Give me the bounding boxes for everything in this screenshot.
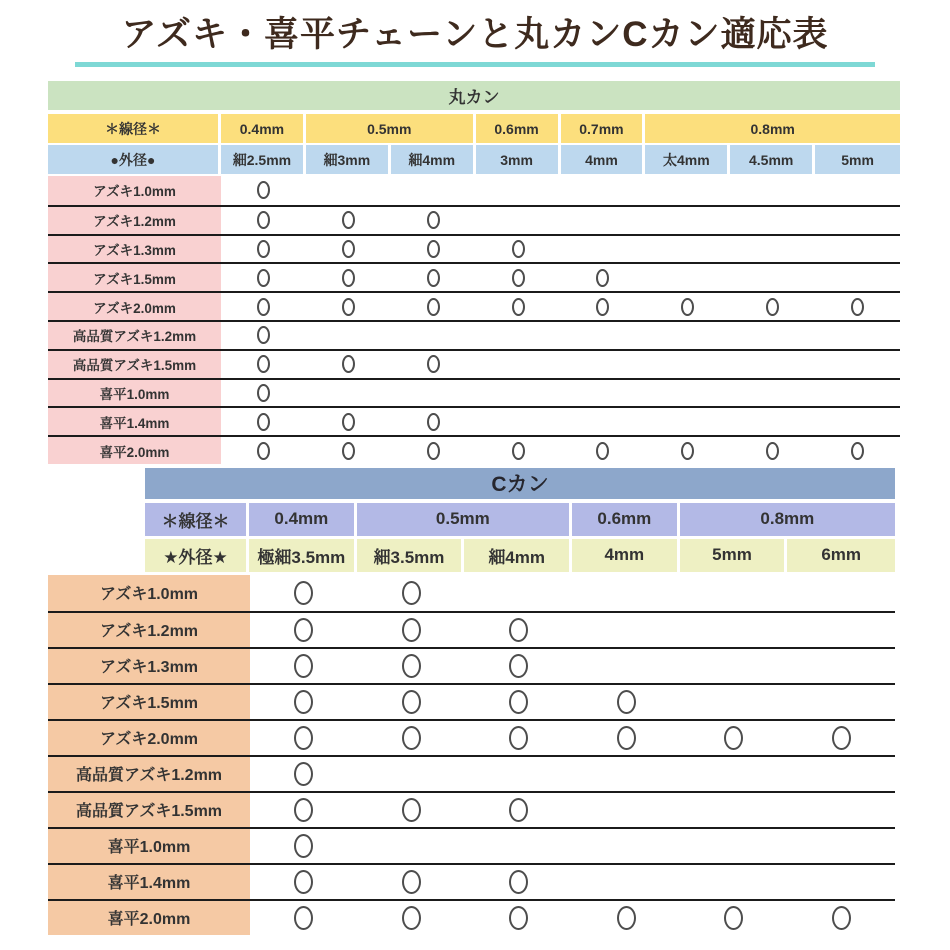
compatibility-cell (476, 293, 561, 320)
compatibility-cell (221, 236, 306, 263)
compatibility-cell (306, 293, 391, 320)
compatibility-cell (476, 176, 561, 205)
compatibility-cell (306, 322, 391, 349)
table-row (48, 291, 900, 320)
wire-diameter-value: 0.8mm (645, 114, 900, 143)
compatible-circle-icon (617, 726, 636, 750)
table-body (48, 176, 900, 464)
chain-type-label: アズキ1.5mm (48, 264, 221, 291)
compatibility-cell (476, 408, 561, 435)
page-title: アズキ・喜平チェーンと丸カンCカン適応表 (75, 14, 875, 67)
chain-type-label: 喜平1.0mm (48, 829, 250, 863)
compatibility-cell (391, 176, 476, 205)
compatibility-cell (645, 264, 730, 291)
compatibility-cell (815, 293, 900, 320)
outer-diameter-label: ●外径● (48, 145, 221, 174)
compatible-circle-icon (342, 269, 355, 287)
chain-type-label: 高品質アズキ1.2mm (48, 757, 250, 791)
table-row (48, 755, 895, 791)
compatible-circle-icon (509, 654, 528, 678)
chain-type-label: アズキ1.5mm (48, 685, 250, 719)
compatibility-cell (680, 829, 788, 863)
compatibility-cell (391, 236, 476, 263)
compatibility-cell (221, 264, 306, 291)
outer-diameter-value: 細3mm (306, 145, 391, 174)
compatible-circle-icon (427, 442, 440, 460)
chain-type-label: 喜平2.0mm (48, 901, 250, 935)
compatibility-cell (788, 901, 896, 935)
compatibility-cell (250, 575, 358, 611)
compatible-circle-icon (294, 870, 313, 894)
compatibility-cell (573, 757, 681, 791)
marukan-compatibility-table (48, 81, 900, 464)
compatibility-cell (358, 575, 466, 611)
compatibility-cell (476, 207, 561, 234)
compatibility-cell (730, 380, 815, 407)
outer-diameter-value: 4mm (572, 539, 680, 572)
compatibility-cell (358, 649, 466, 683)
compatibility-cell (788, 649, 896, 683)
compatible-circle-icon (512, 269, 525, 287)
compatible-circle-icon (402, 690, 421, 714)
compatibility-cell (645, 322, 730, 349)
compatible-circle-icon (681, 298, 694, 316)
table-row (48, 378, 900, 407)
table-body (48, 575, 895, 935)
outer-diameter-value: 6mm (787, 539, 895, 572)
compatibility-cell (815, 207, 900, 234)
chain-type-label: 高品質アズキ1.5mm (48, 793, 250, 827)
compatibility-cell (561, 437, 646, 464)
table-row (48, 234, 900, 263)
compatibility-cell (250, 685, 358, 719)
chain-type-label: 喜平1.4mm (48, 865, 250, 899)
chain-type-label: 喜平2.0mm (48, 437, 221, 464)
compatibility-cell (573, 613, 681, 647)
compatibility-cell (465, 575, 573, 611)
compatible-circle-icon (509, 906, 528, 930)
outer-diameter-value: 5mm (815, 145, 900, 174)
compatibility-cell (561, 380, 646, 407)
compatibility-cell (221, 293, 306, 320)
compatibility-cell (465, 757, 573, 791)
compatibility-cell (306, 264, 391, 291)
compatibility-cell (730, 437, 815, 464)
compatibility-cell (561, 322, 646, 349)
outer-diameter-value: 5mm (680, 539, 788, 572)
chain-type-label: アズキ1.2mm (48, 207, 221, 234)
compatibility-cell (476, 380, 561, 407)
compatible-circle-icon (832, 726, 851, 750)
compatible-circle-icon (509, 618, 528, 642)
compatible-circle-icon (294, 906, 313, 930)
compatibility-cell (306, 351, 391, 378)
compatibility-cell (645, 437, 730, 464)
table-row (48, 176, 900, 205)
compatibility-cell (680, 649, 788, 683)
compatibility-cell (788, 613, 896, 647)
compatibility-cell (221, 207, 306, 234)
compatibility-cell (573, 685, 681, 719)
table-row (48, 683, 895, 719)
table-row (48, 262, 900, 291)
compatible-circle-icon (294, 654, 313, 678)
outer-diameter-row (145, 539, 895, 572)
compatibility-cell (788, 865, 896, 899)
table-row (48, 349, 900, 378)
compatible-circle-icon (402, 654, 421, 678)
compatibility-cell (391, 351, 476, 378)
compatibility-cell (561, 176, 646, 205)
outer-diameter-value: 細4mm (391, 145, 476, 174)
compatible-circle-icon (257, 413, 270, 431)
compatible-circle-icon (851, 442, 864, 460)
compatibility-cell (645, 408, 730, 435)
compatibility-cell (788, 793, 896, 827)
wire-diameter-value: 0.5mm (357, 503, 572, 536)
compatibility-cell (730, 264, 815, 291)
compatibility-cell (573, 901, 681, 935)
compatibility-cell (680, 901, 788, 935)
wire-diameter-value: 0.4mm (221, 114, 306, 143)
chain-type-label: アズキ1.0mm (48, 176, 221, 205)
compatibility-cell (730, 351, 815, 378)
compatibility-cell (465, 901, 573, 935)
compatibility-cell (465, 865, 573, 899)
compatible-circle-icon (766, 442, 779, 460)
compatibility-cell (250, 793, 358, 827)
compatibility-cell (465, 793, 573, 827)
compatibility-cell (788, 757, 896, 791)
compatibility-cell (358, 613, 466, 647)
chain-type-label: アズキ1.3mm (48, 236, 221, 263)
wire-diameter-label: ＊線径＊ (48, 114, 221, 143)
compatible-circle-icon (427, 355, 440, 373)
compatibility-cell (476, 351, 561, 378)
compatible-circle-icon (509, 690, 528, 714)
compatibility-cell (815, 322, 900, 349)
compatibility-cell (561, 264, 646, 291)
chain-type-label: アズキ1.0mm (48, 575, 250, 611)
compatibility-cell (730, 408, 815, 435)
compatibility-cell (680, 793, 788, 827)
wire-diameter-row (145, 503, 895, 536)
compatible-circle-icon (766, 298, 779, 316)
table-row (48, 575, 895, 611)
compatible-circle-icon (427, 211, 440, 229)
compatible-circle-icon (342, 240, 355, 258)
compatibility-cell (306, 380, 391, 407)
compatibility-cell (573, 829, 681, 863)
wire-diameter-value: 0.7mm (561, 114, 646, 143)
compatible-circle-icon (512, 442, 525, 460)
table-row (48, 647, 895, 683)
table-row (48, 406, 900, 435)
compatible-circle-icon (596, 442, 609, 460)
ckan-compatibility-table (48, 468, 895, 935)
compatibility-cell (561, 207, 646, 234)
chain-type-label: アズキ1.2mm (48, 613, 250, 647)
compatible-circle-icon (257, 181, 270, 199)
chain-type-label: 喜平1.4mm (48, 408, 221, 435)
compatibility-cell (476, 236, 561, 263)
compatibility-cell (815, 380, 900, 407)
compatible-circle-icon (512, 298, 525, 316)
chain-type-label: 高品質アズキ1.5mm (48, 351, 221, 378)
compatibility-cell (465, 721, 573, 755)
compatibility-cell (573, 575, 681, 611)
wire-diameter-value: 0.6mm (572, 503, 680, 536)
compatibility-cell (645, 380, 730, 407)
compatible-circle-icon (509, 726, 528, 750)
chain-type-label: 高品質アズキ1.2mm (48, 322, 221, 349)
compatibility-cell (250, 829, 358, 863)
compatibility-cell (391, 322, 476, 349)
compatibility-cell (250, 721, 358, 755)
table-row (48, 435, 900, 464)
compatibility-cell (815, 351, 900, 378)
wire-diameter-value: 0.4mm (249, 503, 357, 536)
table-row (48, 899, 895, 935)
compatibility-cell (391, 437, 476, 464)
compatibility-cell (358, 721, 466, 755)
compatible-circle-icon (832, 906, 851, 930)
compatibility-cell (306, 408, 391, 435)
compatibility-cell (465, 685, 573, 719)
compatibility-cell (358, 865, 466, 899)
compatibility-cell (250, 757, 358, 791)
compatibility-cell (306, 207, 391, 234)
compatibility-cell (815, 408, 900, 435)
wire-diameter-value: 0.8mm (680, 503, 895, 536)
compatibility-cell (221, 437, 306, 464)
table-row (48, 611, 895, 647)
chain-type-label: アズキ1.3mm (48, 649, 250, 683)
compatibility-cell (221, 351, 306, 378)
table-title: Cカン (145, 468, 895, 499)
compatibility-cell (645, 207, 730, 234)
compatibility-cell (465, 649, 573, 683)
compatible-circle-icon (617, 690, 636, 714)
compatibility-cell (465, 613, 573, 647)
outer-diameter-label: ★外径★ (145, 539, 249, 572)
compatibility-cell (391, 264, 476, 291)
compatibility-cell (680, 613, 788, 647)
compatible-circle-icon (294, 798, 313, 822)
compatible-circle-icon (342, 413, 355, 431)
compatible-circle-icon (402, 870, 421, 894)
compatible-circle-icon (294, 618, 313, 642)
outer-diameter-value: 4mm (561, 145, 646, 174)
compatibility-cell (645, 236, 730, 263)
compatibility-cell (815, 264, 900, 291)
compatibility-cell (465, 829, 573, 863)
compatible-circle-icon (342, 355, 355, 373)
compatible-circle-icon (402, 906, 421, 930)
outer-diameter-value: 細3.5mm (357, 539, 465, 572)
table-row (48, 320, 900, 349)
compatibility-cell (573, 649, 681, 683)
compatibility-cell (730, 207, 815, 234)
outer-diameter-value: 3mm (476, 145, 561, 174)
compatibility-cell (221, 408, 306, 435)
compatibility-cell (221, 322, 306, 349)
compatible-circle-icon (257, 298, 270, 316)
compatible-circle-icon (257, 326, 270, 344)
compatibility-cell (815, 437, 900, 464)
compatible-circle-icon (427, 413, 440, 431)
compatible-circle-icon (294, 690, 313, 714)
compatibility-cell (306, 176, 391, 205)
compatible-circle-icon (257, 442, 270, 460)
compatibility-cell (573, 721, 681, 755)
compatible-circle-icon (427, 269, 440, 287)
compatible-circle-icon (257, 211, 270, 229)
table-title: 丸カン (48, 81, 900, 110)
compatible-circle-icon (402, 798, 421, 822)
compatible-circle-icon (294, 834, 313, 858)
compatibility-cell (250, 865, 358, 899)
compatible-circle-icon (257, 355, 270, 373)
compatibility-cell (250, 649, 358, 683)
compatible-circle-icon (294, 581, 313, 605)
compatibility-cell (358, 757, 466, 791)
compatible-circle-icon (681, 442, 694, 460)
compatibility-cell (358, 685, 466, 719)
compatible-circle-icon (257, 240, 270, 258)
compatibility-cell (306, 236, 391, 263)
outer-diameter-value: 4.5mm (730, 145, 815, 174)
compatibility-cell (221, 380, 306, 407)
compatible-circle-icon (402, 726, 421, 750)
compatibility-cell (476, 264, 561, 291)
compatibility-cell (250, 613, 358, 647)
compatible-circle-icon (402, 581, 421, 605)
wire-diameter-value: 0.6mm (476, 114, 561, 143)
compatibility-cell (645, 293, 730, 320)
compatibility-cell (250, 901, 358, 935)
outer-diameter-value: 細2.5mm (221, 145, 306, 174)
compatibility-cell (391, 408, 476, 435)
compatible-circle-icon (509, 798, 528, 822)
compatibility-cell (680, 721, 788, 755)
table-row (48, 827, 895, 863)
compatible-circle-icon (596, 269, 609, 287)
chain-type-label: アズキ2.0mm (48, 293, 221, 320)
compatibility-cell (680, 575, 788, 611)
compatible-circle-icon (851, 298, 864, 316)
compatibility-cell (730, 322, 815, 349)
compatibility-cell (358, 829, 466, 863)
compatibility-cell (815, 176, 900, 205)
chain-type-label: 喜平1.0mm (48, 380, 221, 407)
chain-type-label: アズキ2.0mm (48, 721, 250, 755)
table-row (48, 719, 895, 755)
compatibility-cell (730, 176, 815, 205)
compatibility-cell (391, 207, 476, 234)
compatibility-cell (476, 437, 561, 464)
compatible-circle-icon (342, 442, 355, 460)
compatible-circle-icon (617, 906, 636, 930)
compatibility-cell (476, 322, 561, 349)
compatible-circle-icon (257, 269, 270, 287)
compatibility-cell (730, 236, 815, 263)
compatibility-cell (391, 380, 476, 407)
compatibility-cell (358, 901, 466, 935)
outer-diameter-row (48, 145, 900, 174)
compatibility-cell (788, 575, 896, 611)
compatibility-cell (788, 829, 896, 863)
wire-diameter-value: 0.5mm (306, 114, 476, 143)
table-row (48, 791, 895, 827)
outer-diameter-value: 極細3.5mm (249, 539, 357, 572)
compatibility-cell (680, 757, 788, 791)
wire-diameter-row (48, 114, 900, 143)
compatibility-cell (561, 293, 646, 320)
compatible-circle-icon (509, 870, 528, 894)
compatible-circle-icon (596, 298, 609, 316)
compatibility-cell (561, 236, 646, 263)
compatible-circle-icon (342, 298, 355, 316)
outer-diameter-value: 細4mm (464, 539, 572, 572)
compatibility-cell (561, 408, 646, 435)
compatible-circle-icon (427, 298, 440, 316)
wire-diameter-label: ＊線径＊ (145, 503, 249, 536)
compatibility-cell (306, 437, 391, 464)
compatible-circle-icon (724, 906, 743, 930)
compatible-circle-icon (512, 240, 525, 258)
compatible-circle-icon (427, 240, 440, 258)
compatible-circle-icon (294, 726, 313, 750)
compatibility-cell (680, 865, 788, 899)
compatibility-cell (645, 351, 730, 378)
table-row (48, 863, 895, 899)
compatibility-cell (573, 793, 681, 827)
compatibility-cell (573, 865, 681, 899)
compatible-circle-icon (342, 211, 355, 229)
compatibility-cell (645, 176, 730, 205)
compatibility-cell (680, 685, 788, 719)
compatible-circle-icon (257, 384, 270, 402)
compatibility-cell (221, 176, 306, 205)
compatibility-cell (391, 293, 476, 320)
compatibility-cell (788, 685, 896, 719)
compatibility-cell (730, 293, 815, 320)
compatibility-cell (358, 793, 466, 827)
compatible-circle-icon (294, 762, 313, 786)
outer-diameter-value: 太4mm (645, 145, 730, 174)
compatibility-cell (815, 236, 900, 263)
compatible-circle-icon (402, 618, 421, 642)
compatibility-cell (561, 351, 646, 378)
page-title-wrap (0, 0, 950, 81)
compatibility-cell (788, 721, 896, 755)
table-row (48, 205, 900, 234)
compatible-circle-icon (724, 726, 743, 750)
